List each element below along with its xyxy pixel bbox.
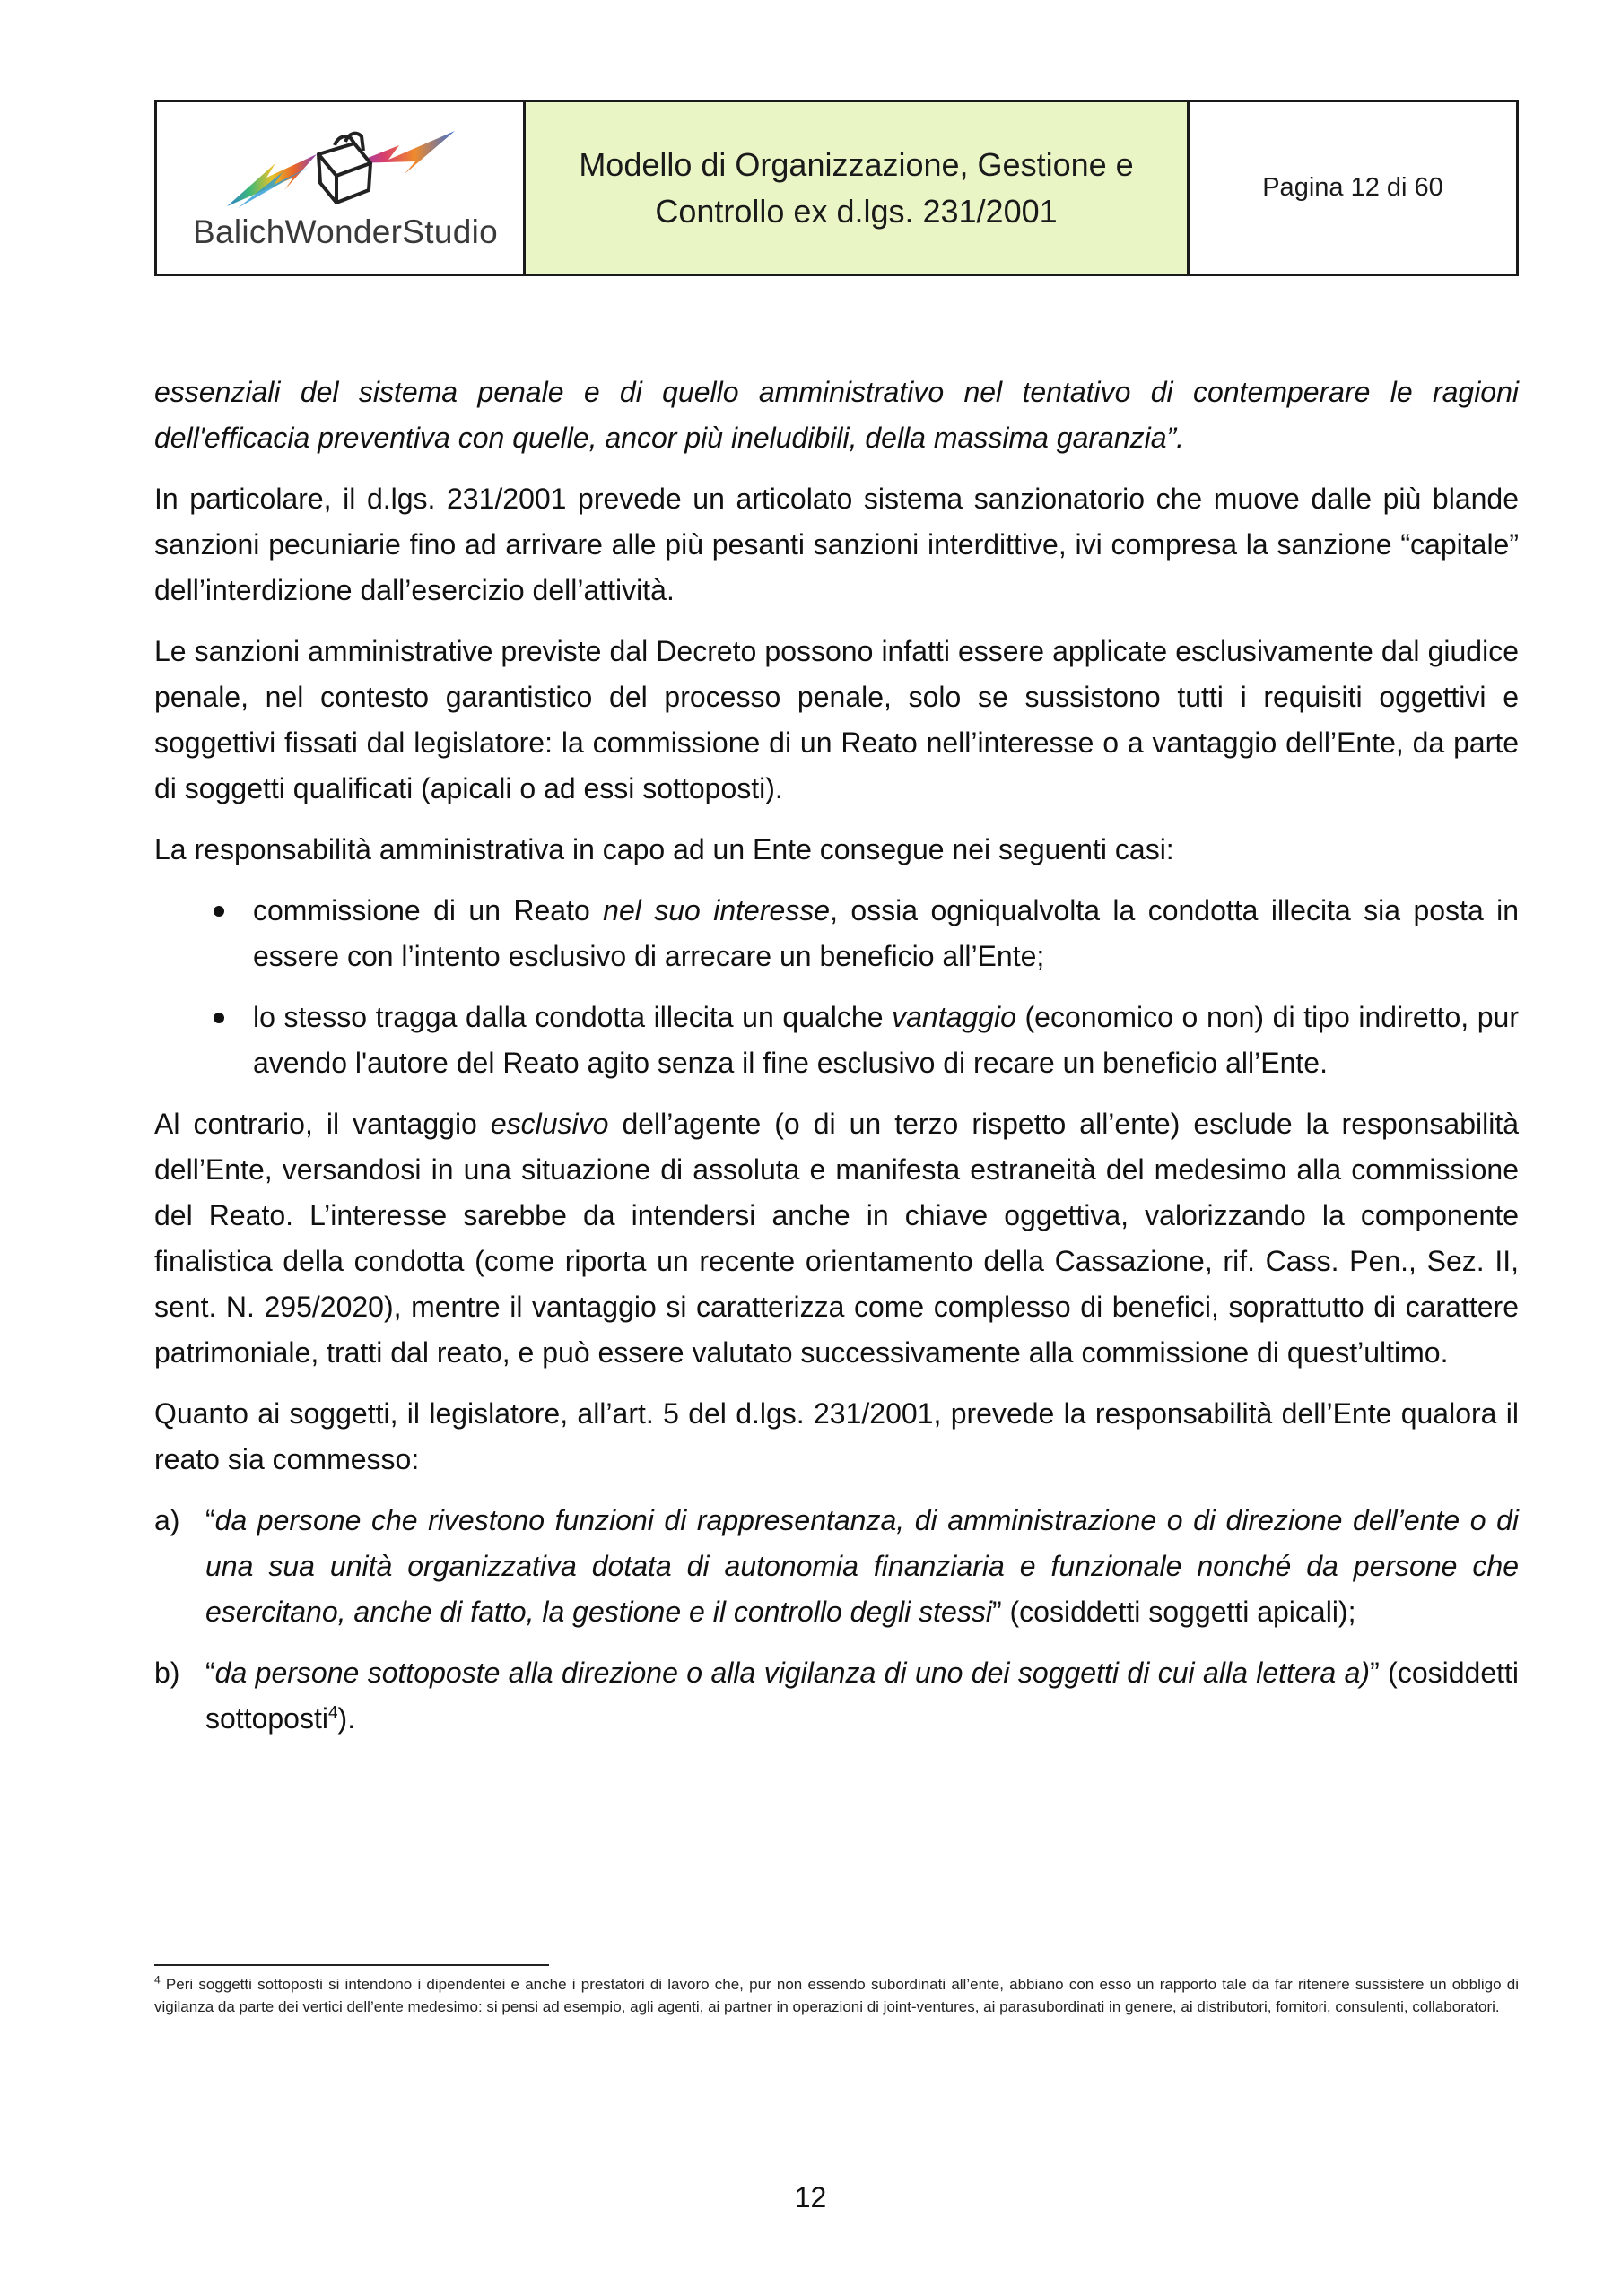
bullet-icon [214, 906, 224, 917]
lettered-list [154, 1498, 1519, 1742]
paragraph-3: Le sanzioni amministrative previste dal Decreto possono infatti essere applicate esclusivamente dal giudice penale, nel contesto garantistico del processo penale, solo se sussistono tutti i requisiti oggettivi e soggettivi fissati dal legislatore: la commissione di un Reato nell’interesse o a vantaggio dell’Ente, da parte di soggetti qualificati (apicali o ad essi sottoposti). [154, 635, 1519, 804]
title-line-1: Modello di Organizzazione, Gestione e [579, 145, 1134, 183]
logo-cell [157, 102, 526, 274]
item-b-close: ” (cosiddetti sottoposti [205, 1657, 1520, 1735]
footnote-separator [154, 1964, 549, 1966]
paragraph-5-text-a: Al contrario, il vantaggio [154, 1108, 491, 1140]
bullet-2-emphasis: vantaggio [892, 1001, 1016, 1033]
bullet-2-text-b: (economico o non) di tipo indiretto, pur avendo l'autore del Reato agito senza il fine esclusivo di recare un beneficio all’Ente. [253, 1001, 1519, 1079]
document-header [154, 100, 1519, 276]
bullet-item-1 [154, 888, 1519, 979]
item-a-open-quote: “ [205, 1504, 215, 1536]
paragraph-2: In particolare, il d.lgs. 231/2001 prevede un articolato sistema sanzionatorio che muove dalle più blande sanzioni pecuniarie fino ad arrivare alle più pesanti sanzioni interdittive, ivi compresa la sanzione “capitale” dell’interdizione dall’esercizio dell’attività. [154, 483, 1519, 606]
bullet-item-2 [154, 995, 1519, 1086]
document-title [526, 102, 1190, 274]
bullet-2-text-a: lo stesso tragga dalla condotta illecita un qualche [253, 1001, 893, 1033]
document-body [154, 370, 1519, 1757]
paragraph-1-text: essenziali del sistema penale e di quello amministrativo nel tentativo di contemperare le ragioni dell'efficacia preventiva con quelle, ancor più ineludibili, della massima garanzia”. [154, 376, 1519, 454]
footnote-reference[interactable]: 4 [327, 1703, 338, 1723]
paragraph-1 [154, 370, 1519, 461]
page-number: 12 [794, 2181, 827, 2213]
footnote-marker: 4 [154, 1973, 161, 1987]
logo-text: BalichWonderStudio [193, 213, 498, 250]
lettered-item-b [154, 1650, 1519, 1742]
footnote-text: Peri soggetti sottoposti si intendono i dipendentei e anche i prestatori di lavoro che, pur non essendo subordinati all’ente, abbiano con esso un rapporto tale da far ritenere sussistere un obbligo di vigilanza da parte dei vertici dell’ente medesimo: si pensi ad esempio, agli agenti, ai partner in operazioni di joint-ventures, ai parasubordinati in genere, ai distributori, fornitori, consulenti, collaboratori. [154, 1976, 1519, 2015]
title-line-2: Controllo ex d.lgs. 231/2001 [655, 192, 1058, 230]
item-a-letter: a) [154, 1504, 180, 1536]
lettered-item-a [154, 1498, 1519, 1635]
bullet-1-text-a: commissione di un Reato [253, 894, 604, 926]
item-a-close: ” (cosiddetti soggetti apicali); [991, 1596, 1356, 1628]
footnote [154, 1973, 1519, 2018]
paragraph-4: La responsabilità amministrativa in capo ad un Ente consegue nei seguenti casi: [154, 833, 1174, 865]
paragraph-5-text-b: dell’agente (o di un terzo rispetto all’ente) esclude la responsabilità dell’Ente, versandosi in una situazione di assoluta e manifesta estraneità del medesimo alla commissione del Reato. L’interesse sarebbe da intendersi anche in chiave oggettiva, valorizzando la componente finalistica della condotta (come riporta un recente orientamento della Cassazione, rif. Cass. Pen., Sez. II, sent. N. 295/2020), mentre il vantaggio si caratterizza come complesso di benefici, soprattutto di carattere patrimoniale, tratti dal reato, e può essere valutato successivamente alla commissione di quest’ultimo. [154, 1108, 1519, 1369]
paragraph-5 [154, 1101, 1519, 1376]
item-b-quote: da persone sottoposte alla direzione o alla vigilanza di uno dei soggetti di cui alla lettera a) [214, 1657, 1371, 1689]
bullet-list [154, 888, 1519, 1086]
item-b-open-quote: “ [205, 1657, 215, 1689]
bullet-1-text-b: , ossia ogniqualvolta la condotta illecita sia posta in essere con l’intento esclusivo di arrecare un beneficio all’Ente; [253, 894, 1520, 972]
item-a-quote: da persone che rivestono funzioni di rappresentanza, di amministrazione o di direzione dell’ente o di una sua unità organizzativa dotata di autonomia finanziaria e funzionale nonché da persone che esercitano, anche di fatto, la gestione e il controllo degli stessi [205, 1504, 1519, 1628]
bullet-icon [214, 1013, 224, 1023]
page-indicator: Pagina 12 di 60 [1262, 173, 1443, 202]
balich-wonder-studio-logo [220, 127, 462, 217]
paragraph-6: Quanto ai soggetti, il legislatore, all’art. 5 del d.lgs. 231/2001, prevede la responsabilità dell’Ente qualora il reato sia commesso: [154, 1397, 1519, 1475]
item-b-letter: b) [154, 1657, 180, 1689]
item-b-end: ). [337, 1702, 356, 1735]
bullet-1-emphasis: nel suo interesse [603, 894, 831, 926]
paragraph-5-emphasis: esclusivo [490, 1108, 609, 1140]
